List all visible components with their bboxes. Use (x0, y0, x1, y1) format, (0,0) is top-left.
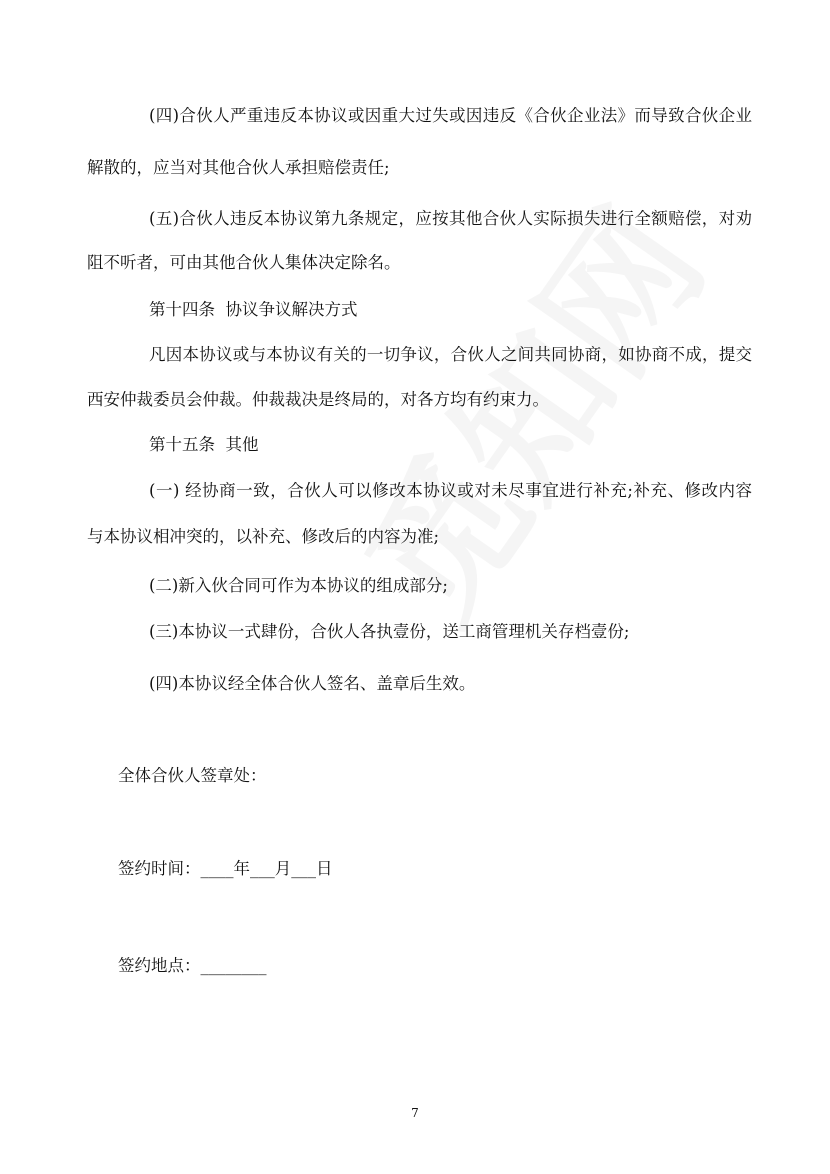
paragraph-line: 解散的，应当对其他合伙人承担赔偿责任; (87, 158, 390, 177)
paragraph-line: (五)合伙人违反本协议第九条规定，应按其他合伙人实际损失进行全额赔偿，对劝 (149, 209, 752, 228)
paragraph-line: (一) 经协商一致，合伙人可以修改本协议或对未尽事宜进行补充;补充、修改内容 (149, 481, 752, 500)
seal-label: 全体合伙人签章处： (118, 766, 267, 785)
section-heading: 第十五条 其他 (149, 435, 259, 454)
date-label: 签约时间：____年___月___日 (118, 859, 333, 878)
page-number: 7 (411, 1106, 419, 1120)
paragraph-line: 西安仲裁委员会仲裁。仲裁裁决是终局的，对各方均有约束力。 (87, 390, 549, 409)
paragraph-line: (四)合伙人严重违反本协议或因重大过失或因违反《合伙企业法》而导致合伙企业 (149, 106, 752, 125)
paragraph-line: 与本协议相冲突的，以补充、修改后的内容为准; (87, 527, 440, 546)
paragraph-line: (四)本协议经全体合伙人签名、盖章后生效。 (149, 674, 476, 693)
place-label: 签约地点：________ (118, 956, 267, 975)
paragraph-line: 阻不听者，可由其他合伙人集体决定除名。 (87, 253, 401, 272)
paragraph-line: 凡因本协议或与本协议有关的一切争议，合伙人之间共同协商，如协商不成，提交 (149, 345, 752, 364)
section-heading: 第十四条 协议争议解决方式 (149, 300, 358, 319)
paragraph-line: (二)新入伙合同可作为本协议的组成部分; (149, 576, 448, 595)
paragraph-line: (三)本协议一式肆份，合伙人各执壹份，送工商管理机关存档壹份; (149, 622, 630, 641)
